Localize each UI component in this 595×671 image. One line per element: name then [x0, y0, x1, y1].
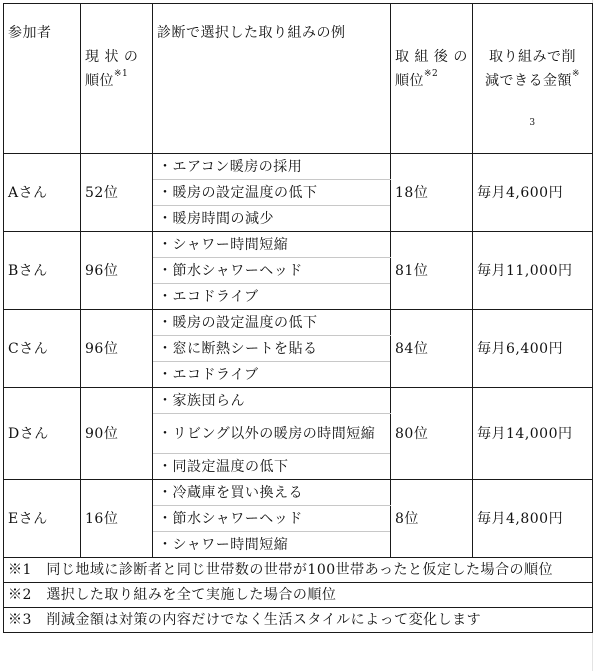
header-participant: 参加者 — [4, 4, 81, 154]
header-savings: 取り組みで削 減できる金額※ 3 — [473, 4, 593, 154]
current-rank-cell: 96位 — [81, 232, 153, 310]
current-rank-cell: 16位 — [81, 480, 153, 558]
savings-cell: 毎月4,600円 — [473, 154, 593, 232]
header-row — [4, 4, 593, 154]
table-row — [4, 388, 593, 414]
after-rank-cell: 81位 — [391, 232, 473, 310]
footnote-1: ※1 同じ地域に診断者と同じ世帯数の世帯が100世帯あったと仮定した場合の順位 — [4, 558, 593, 583]
footnote-2: ※2 選択した取り組みを全て実施した場合の順位 — [4, 583, 593, 608]
current-rank-cell: 90位 — [81, 388, 153, 480]
table-row — [4, 310, 593, 336]
savings-cell: 毎月11,000円 — [473, 232, 593, 310]
after-rank-cell: 84位 — [391, 310, 473, 388]
footnote-row — [4, 608, 593, 633]
header-current-rank: 現 状 の 順位$^{※1}$ — [81, 4, 153, 154]
measure-item: ・シャワー時間短縮 — [153, 232, 391, 258]
after-rank-cell: 80位 — [391, 388, 473, 480]
participant-cell: Eさん — [4, 480, 81, 558]
measure-item: ・暖房時間の減少 — [153, 206, 391, 232]
measure-item: ・エコドライブ — [153, 284, 391, 310]
footnote-3: ※3 削減金額は対策の内容だけでなく生活スタイルによって変化します — [4, 608, 593, 633]
after-rank-cell: 18位 — [391, 154, 473, 232]
measure-item: ・家族団らん — [153, 388, 391, 414]
table-row — [4, 480, 593, 506]
comparison-table — [3, 3, 593, 633]
measure-item: ・同設定温度の低下 — [153, 454, 391, 480]
savings-cell: 毎月6,400円 — [473, 310, 593, 388]
after-rank-cell: 8位 — [391, 480, 473, 558]
measure-item: ・リビング以外の暖房の時間短縮 — [153, 414, 391, 454]
measure-item: ・暖房の設定温度の低下 — [153, 180, 391, 206]
savings-cell: 毎月4,800円 — [473, 480, 593, 558]
participant-cell: Bさん — [4, 232, 81, 310]
measure-item: ・暖房の設定温度の低下 — [153, 310, 391, 336]
measure-item: ・節水シャワーヘッド — [153, 506, 391, 532]
participant-cell: Cさん — [4, 310, 81, 388]
table-row — [4, 154, 593, 180]
current-rank-cell: 52位 — [81, 154, 153, 232]
participant-cell: Dさん — [4, 388, 81, 480]
header-measures: 診断で選択した取り組みの例 — [153, 4, 391, 154]
header-after-rank: 取 組 後 の 順位$^{※2}$ — [391, 4, 473, 154]
savings-cell: 毎月14,000円 — [473, 388, 593, 480]
table-row — [4, 232, 593, 258]
participant-cell: Aさん — [4, 154, 81, 232]
measure-item: ・エアコン暖房の採用 — [153, 154, 391, 180]
current-rank-cell: 96位 — [81, 310, 153, 388]
measure-item: ・冷蔵庫を買い換える — [153, 480, 391, 506]
footnote-row — [4, 583, 593, 608]
measure-item: ・窓に断熱シートを貼る — [153, 336, 391, 362]
measure-item: ・エコドライブ — [153, 362, 391, 388]
measure-item: ・シャワー時間短縮 — [153, 532, 391, 558]
footnote-row — [4, 558, 593, 583]
measure-item: ・節水シャワーヘッド — [153, 258, 391, 284]
